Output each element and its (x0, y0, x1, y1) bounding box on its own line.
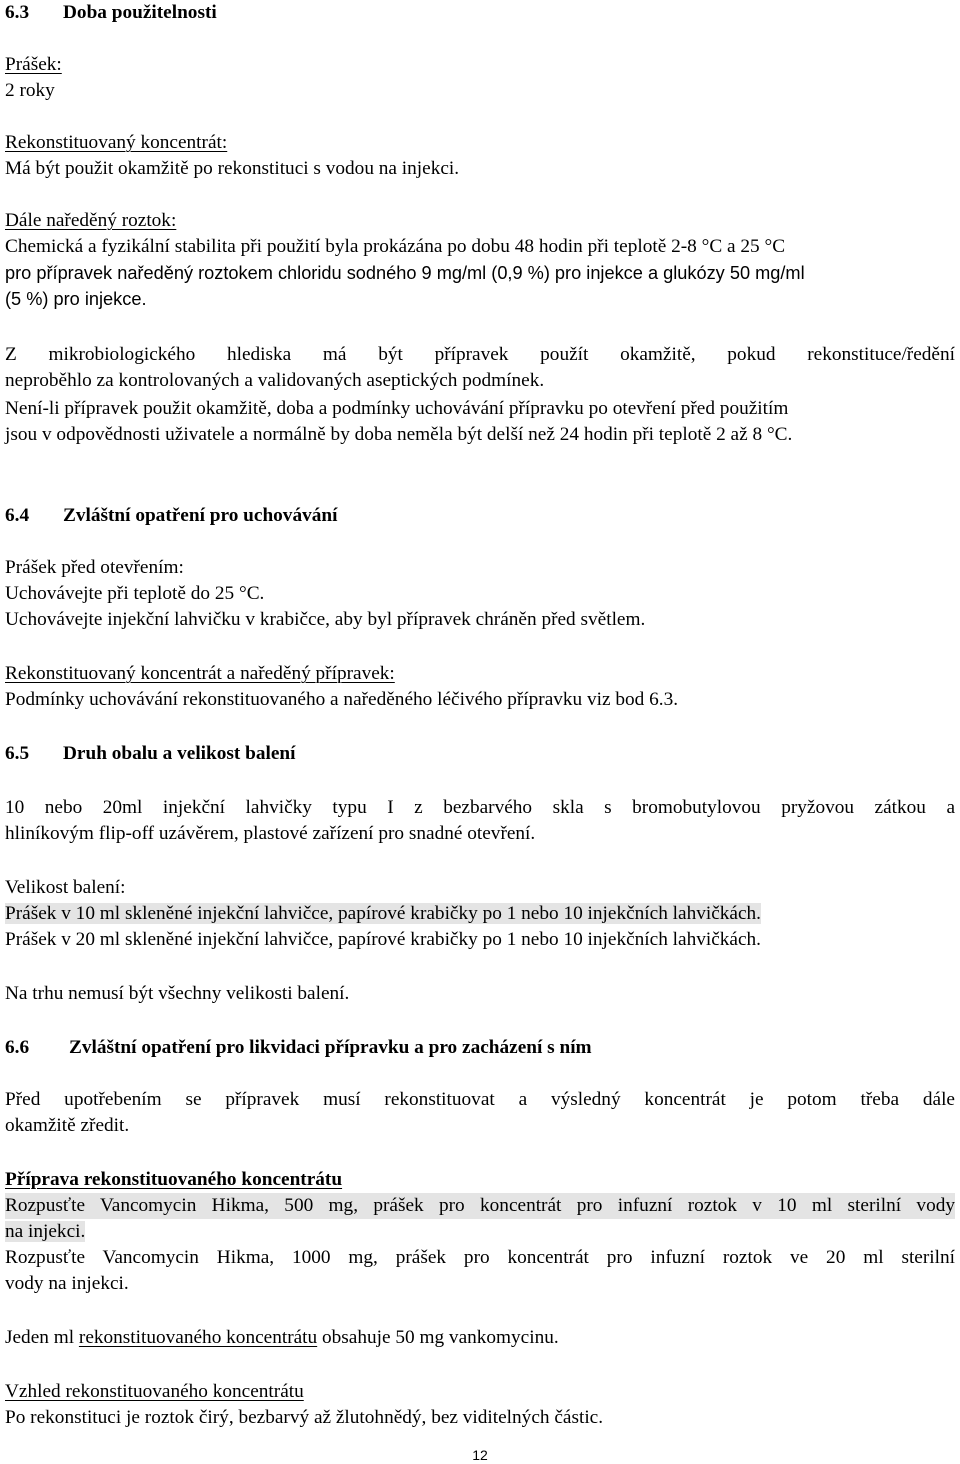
preparation-1000mg-line: vody na injekci. (5, 1273, 129, 1294)
highlighted-text: Prášek v 10 ml skleněné injekční lahvičce, papírové krabičky po 1 nebo 10 injekčních lahvičkách. (5, 903, 762, 924)
pack-size-label: Velikost balení: (5, 877, 126, 898)
market-note: Na trhu nemusí být všechny velikosti balení. (5, 983, 350, 1004)
section-number: 6.5 (5, 743, 30, 764)
appearance-text: Po rekonstituci je roztok čirý, bezbarvý až žlutohnědý, bez viditelných částic. (5, 1407, 604, 1428)
storage-text-line: Uchovávejte injekční lahvičku v krabičce, aby byl přípravek chráněn před světlem. (5, 609, 646, 630)
section-number: 6.4 (5, 505, 30, 526)
powder-label: Prášek: (5, 54, 62, 75)
section-title: Druh obalu a velikost balení (63, 743, 296, 764)
section-6-4-heading (5, 503, 337, 529)
highlighted-text: na injekci. (5, 1221, 86, 1242)
microbiology-text-line: Z mikrobiologického hlediska má být přípravek použít okamžitě, pokud rekonstituce/ředění (5, 344, 955, 365)
section-number: 6.6 (5, 1037, 30, 1058)
container-text-line: 10 nebo 20ml injekční lahvičky typu I z bezbarvého skla s bromobutylovou pryžovou zátkou a (5, 797, 955, 818)
diluted-text-line: (5 %) pro injekce. (5, 289, 147, 309)
pack-size-line (5, 901, 761, 927)
page-number: 12 (472, 1447, 488, 1463)
reconstituted-shelf-life: Má být použit okamžitě po rekonstituci s vodou na injekci. (5, 158, 460, 179)
handling-text-line: Před upotřebením se přípravek musí rekonstituovat a výsledný koncentrát je potom třeba dále (5, 1089, 955, 1110)
appearance-heading: Vzhled rekonstituovaného koncentrátu (5, 1381, 304, 1402)
concentrate-term: rekonstituovaného koncentrátu (78, 1327, 318, 1348)
concentration-line (5, 1325, 559, 1351)
concentration-text: obsahuje 50 mg vankomycinu. (317, 1327, 559, 1348)
section-6-3-heading (5, 0, 217, 26)
diluted-label: Dále naředěný roztok: (5, 210, 177, 231)
storage-text-line: Podmínky uchovávání rekonstituovaného a naředěného léčivého přípravku viz bod 6.3. (5, 689, 679, 710)
powder-shelf-life: 2 roky (5, 80, 55, 101)
section-title: Zvláštní opatření pro likvidaci přípravku a pro zacházení s ním (69, 1037, 592, 1058)
reconstituted-diluted-label: Rekonstituovaný koncentrát a naředěný přípravek: (5, 663, 395, 684)
preparation-1000mg-line: Rozpusťte Vancomycin Hikma, 1000 mg, prášek pro koncentrát pro infuzní roztok ve 20 ml sterilní (5, 1247, 955, 1268)
preparation-500mg-line: Rozpusťte Vancomycin Hikma, 500 mg, prášek pro koncentrát pro infuzní roztok v 10 ml sterilní vody (5, 1193, 955, 1219)
reconstituted-label: Rekonstituovaný koncentrát: (5, 132, 228, 153)
section-title: Zvláštní opatření pro uchovávání (63, 505, 338, 526)
microbiology-text-line: neproběhlo za kontrolovaných a validovaných aseptických podmínek. (5, 370, 545, 391)
preparation-heading: Příprava rekonstituovaného koncentrátu (5, 1169, 343, 1190)
diluted-text-line: pro přípravek naředěný roztokem chloridu sodného 9 mg/ml (0,9 %) pro injekce a glukózy 50 mg/ml (5, 263, 805, 283)
concentration-text: Jeden ml (5, 1327, 79, 1348)
section-title: Doba použitelnosti (63, 2, 217, 23)
diluted-text-line: Chemická a fyzikální stabilita při použití byla prokázána po dobu 48 hodin při teplotě 2-8 °C a 25 °C (5, 236, 786, 257)
preparation-500mg-line (5, 1219, 85, 1245)
section-number: 6.3 (5, 2, 30, 23)
before-opening-label: Prášek před otevřením: (5, 557, 184, 578)
microbiology-text-line: Není-li přípravek použit okamžitě, doba a podmínky uchovávání přípravku po otevření před použitím (5, 398, 789, 419)
container-text-line: hliníkovým flip-off uzávěrem, plastové zařízení pro snadné otevření. (5, 823, 536, 844)
section-6-5-heading (5, 741, 296, 767)
handling-text-line: okamžitě zředit. (5, 1115, 130, 1136)
microbiology-text-line: jsou v odpovědnosti uživatele a normálně by doba neměla být delší než 24 hodin při teplotě 2 až 8 °C. (5, 424, 793, 445)
section-6-6-heading (5, 1035, 592, 1061)
storage-text-line: Uchovávejte při teplotě do 25 °C. (5, 583, 265, 604)
pack-size-line: Prášek v 20 ml skleněné injekční lahvičce, papírové krabičky po 1 nebo 10 injekčních lahvičkách. (5, 929, 762, 950)
